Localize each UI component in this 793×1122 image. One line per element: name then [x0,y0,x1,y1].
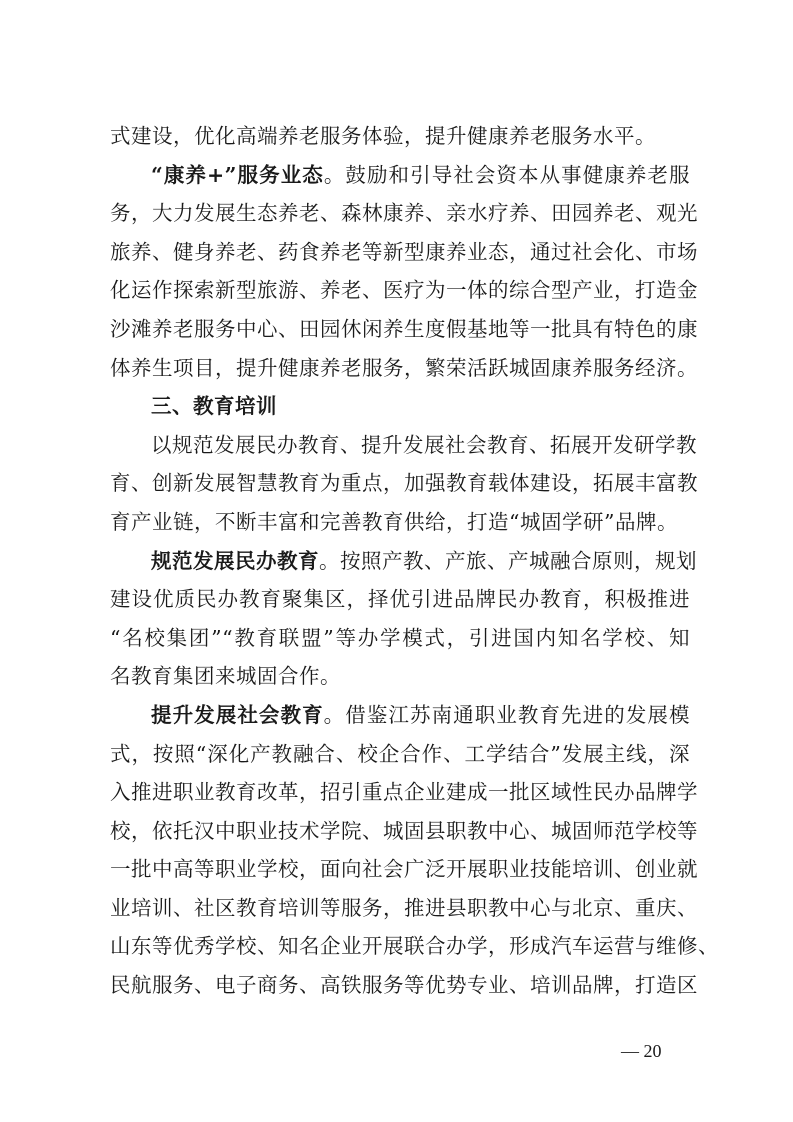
text-line: 民航服务、电子商务、高铁服务等优势专业、培训品牌，打造区 [110,973,698,998]
text-line: 以规范发展民办教育、提升发展社会教育、拓展开发研学教 [151,432,697,457]
text-line: 校，依托汉中职业技术学院、城固县职教中心、城固师范学校等 [110,818,698,843]
text-line: 入推进职业教育改革，招引重点企业建成一批区域性民办品牌学 [110,780,698,805]
text-line: 一批中高等职业学校，面向社会广泛开展职业技能培训、创业就 [110,857,698,882]
paragraph-lead-line [110,156,690,195]
text-line: 沙滩养老服务中心、田园休闲养生度假基地等一批具有特色的康 [110,316,698,341]
paragraph-lead-title: 规范发展民办教育 [151,548,319,573]
text-line: 式建设，优化高端养老服务体验，提升健康养老服务水平。 [110,124,656,148]
text-line: 式，按照“深化产教融合、校企合作、工学结合”发展主线，深 [110,741,690,766]
text-line: 育、创新发展智慧教育为重点，加强教育载体建设，拓展丰富教 [110,471,698,496]
section-heading: 三、教育培训 [151,394,277,419]
paragraph-text: 。鼓励和引导社会资本从事健康养老服 [323,162,690,187]
text-line: 业培训、社区教育培训等服务，推进县职教中心与北京、重庆、 [110,895,698,920]
text-line: 建设优质民办教育聚集区，择优引进品牌民办教育，积极推进 [110,587,690,612]
paragraph-text: 。按照产教、产旅、产城融合原则，规划 [319,548,697,573]
paragraph-lead-line [110,696,690,735]
paragraph-text: 。借鉴江苏南通职业教育先进的发展模 [323,702,691,727]
body-text [110,117,719,1005]
page-number: — 20 [621,1041,662,1061]
text-line: 山东等优秀学校、知名企业开展联合办学，形成汽车运营与维修、 [110,934,719,959]
text-line: 化运作探索新型旅游、养老、医疗为一体的综合型产业，打造金 [110,278,698,303]
paragraph-lead-title: “康养+”服务业态 [151,162,324,187]
text-line: 旅养、健身养老、药食养老等新型康养业态，通过社会化、市场 [110,239,698,264]
text-line: 育产业链，不断丰富和完善教育供给，打造“城固学研”品牌。 [110,509,678,534]
text-line: “名校集团”“教育联盟”等办学模式，引进国内知名学校、知 [110,625,690,650]
text-line: 务，大力发展生态养老、森林康养、亲水疗养、田园养老、观光 [110,201,698,226]
paragraph-lead-line [110,542,697,581]
text-line: 名教育集团来城固合作。 [110,664,341,689]
text-line: 体养生项目，提升健康养老服务，繁荣活跃城固康养服务经济。 [110,355,698,380]
paragraph-lead-title: 提升发展社会教育 [151,702,324,727]
